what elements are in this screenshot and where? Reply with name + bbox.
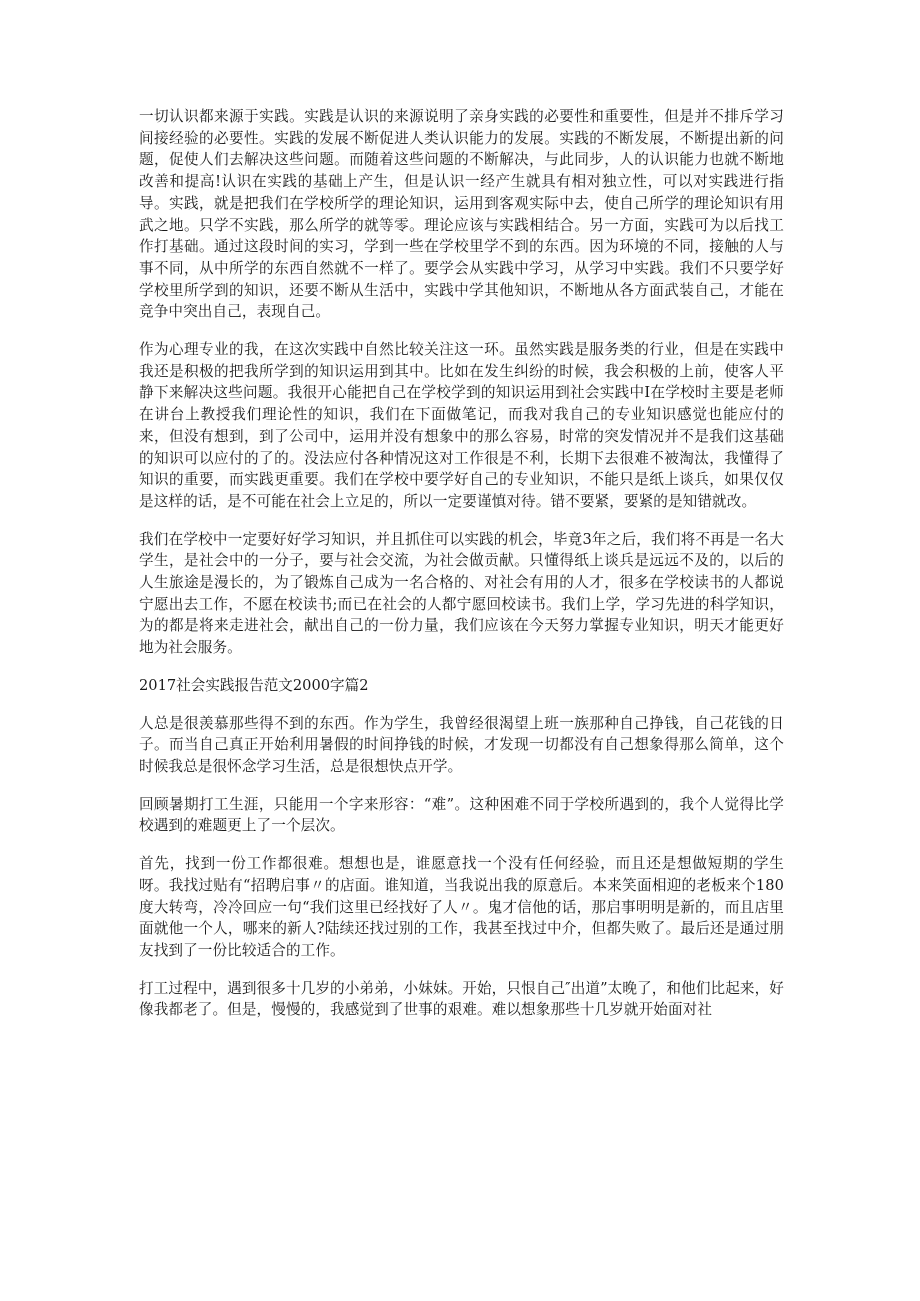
section-heading: 2017社会实践报告范文2000字篇2 (139, 676, 369, 694)
document-page (139, 106, 784, 1037)
paragraph-study-at-school: 我们在学校中一定要好好学习知识，并且抓住可以实践的机会，毕竟3年之后，我们将不再是一名大学生，是社会中的一分子，要与社会交流，为社会做贡献。只懂得纸上谈兵是远远不及的，以后的人生旅途是漫长的，为了锻炼自己成为一名合格的、对社会有用的人才，很多在学校读书的人都说宁愿出去工作，不愿在校读书;而已在社会的人都宁愿回校读书。我们上学，学习先进的科学知识，为的都是将来走进社会，献出自己的一份力量，我们应该在今天努力掌握专业知识，明天才能更好地为社会服务。 (139, 530, 784, 657)
paragraph-finding-job: 首先，找到一份工作都很难。想想也是，谁愿意找一个没有任何经验，而且还是想做短期的学生呀。我找过贴有“招聘启事〃的店面。谁知道，当我说出我的原意后。本来笑面相迎的老板来个180度大转弯，冷冷回应一句“我们这里已经找好了人〃。鬼才信他的话，那启事明明是新的，而且店里面就他一个人，哪来的新人?陆续还找过别的工作，我甚至找过中介，但都失败了。最后还是通过朋友找到了一份比较适合的工作。 (139, 855, 784, 959)
paragraph-working-process: 打工过程中，遇到很多十几岁的小弟弟，小妹妹。开始，只恨自己″出道”太晚了，和他们比起来，好像我都老了。但是，慢慢的，我感觉到了世事的艰难。难以想象那些十几岁就开始面对社 (139, 979, 784, 1019)
paragraph-envy-work: 人总是很羡慕那些得不到的东西。作为学生，我曾经很渴望上班一族那种自己挣钱，自己花钱的日子。而当自己真正开始利用暑假的时间挣钱的时候，才发现一切都没有自己想象得那么简单，这个时候我总是很怀念学习生活，总是很想快点开学。 (139, 714, 784, 775)
paragraph-summer-job-difficulty: 回顾暑期打工生涯，只能用一个字来形容：“难”。这种困难不同于学校所遇到的，我个人觉得比学校遇到的难题更上了一个层次。 (139, 795, 784, 835)
paragraph-cognition-practice: 一切认识都来源于实践。实践是认识的来源说明了亲身实践的必要性和重要性，但是并不排斥学习间接经验的必要性。实践的发展不断促进人类认识能力的发展。实践的不断发展，不断提出新的问题，促使人们去解决这些问题。而随着这些问题的不断解决，与此同步，人的认识能力也就不断地改善和提高!认识在实践的基础上产生，但是认识一经产生就具有相对独立性，可以对实践进行指导。实践，就是把我们在学校所学的理论知识，运用到客观实际中去，使自己所学的理论知识有用武之地。只学不实践，那么所学的就等零。理论应该与实践相结合。另一方面，实践可为以后找工作打基础。通过这段时间的实习，学到一些在学校里学不到的东西。因为环境的不同，接触的人与事不同，从中所学的东西自然就不一样了。要学会从实践中学习，从学习中实践。我们不只要学好学校里所学到的知识，还要不断从生活中，实践中学其他知识，不断地从各方面武装自己，才能在竞争中突出自己，表现自己。 (139, 108, 784, 321)
paragraph-psychology-major: 作为心理专业的我，在这次实践中自然比较关注这一环。虽然实践是服务类的行业，但是在实践中我还是积极的把我所学到的知识运用到其中。比如在发生纠纷的时候，我会积极的上前，使客人平静下来解决这些问题。我很开心能把自己在学校学到的知识运用到社会实践中I在学校时主要是老师在讲台上教授我们理论性的知识，我们在下面做笔记，而我对我自己的专业知识感觉也能应付的来，但没有想到，到了公司中，运用并没有想象中的那么容易，时常的突发情况并不是我们这基础的知识可以应付的了的。没法应付各种情况这对工作很是不利，长期下去很难不被淘汰，我懂得了知识的重要，而实践更重要。我们在学校中要学好自己的专业知识，不能只是纸上谈兵，如果仅仅是这样的话，是不可能在社会上立足的，所以一定要谨慎对待。错不要紧，要紧的是知错就改。 (139, 341, 784, 510)
